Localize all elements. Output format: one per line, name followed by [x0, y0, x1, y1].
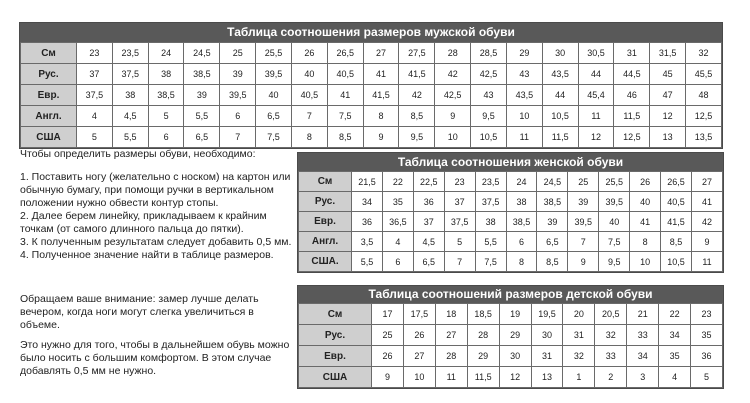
table-cell: 37,5 — [112, 64, 148, 85]
table-cell: 26,5 — [661, 172, 692, 192]
table-cell: 9 — [363, 127, 399, 148]
table-cell: 38 — [506, 192, 537, 212]
table-cell: 22 — [659, 304, 691, 325]
table-cell: 29 — [499, 325, 531, 346]
row-label: См — [299, 304, 372, 325]
table-cell: 13 — [531, 367, 563, 388]
table-cell: 7 — [444, 252, 475, 272]
table-cell: 7,5 — [599, 232, 630, 252]
table-cell: 39 — [537, 212, 568, 232]
table-cell: 6 — [220, 106, 256, 127]
table-cell: 45 — [650, 64, 686, 85]
table-cell: 24,5 — [537, 172, 568, 192]
table-cell: 4,5 — [413, 232, 444, 252]
table-cell: 25 — [372, 325, 404, 346]
table-cell: 39,5 — [256, 64, 292, 85]
table-cell: 17 — [372, 304, 404, 325]
table-cell: 40,5 — [327, 64, 363, 85]
table-cell: 23,5 — [112, 43, 148, 64]
row-label: Рус. — [21, 64, 77, 85]
table-cell: 5 — [444, 232, 475, 252]
table-cell: 10 — [403, 367, 435, 388]
table-cell: 38,5 — [148, 85, 184, 106]
table-cell: 19 — [499, 304, 531, 325]
table-row — [299, 252, 723, 272]
table-cell: 36 — [352, 212, 383, 232]
table-cell: 11,5 — [614, 106, 650, 127]
table-cell: 7 — [291, 106, 327, 127]
table-cell: 37,5 — [444, 212, 475, 232]
table-cell: 23,5 — [475, 172, 506, 192]
row-label: Англ. — [21, 106, 77, 127]
table-row — [299, 367, 723, 388]
table-cell: 2 — [595, 367, 627, 388]
table-cell: 23 — [691, 304, 723, 325]
measurement-note — [20, 293, 292, 332]
instruction-step: 1. Поставить ногу (желательно с носком) на картон или обычную бумагу, при помощи ручки в вертикальном положении нужно обвести контур стопы. — [20, 171, 291, 209]
table-cell: 27 — [435, 325, 467, 346]
table-cell: 9,5 — [399, 127, 435, 148]
table-cell: 26 — [403, 325, 435, 346]
table-cell: 26 — [372, 346, 404, 367]
table-cell: 39,5 — [568, 212, 599, 232]
table-cell: 34 — [659, 325, 691, 346]
table-cell: 26 — [291, 43, 327, 64]
comfort-tip — [20, 339, 292, 378]
table-cell: 22,5 — [413, 172, 444, 192]
table-cell: 5,5 — [475, 232, 506, 252]
table-cell: 10,5 — [661, 252, 692, 272]
table-cell: 1 — [563, 367, 595, 388]
table-cell: 31 — [563, 325, 595, 346]
table-cell: 18 — [435, 304, 467, 325]
table-cell: 5,5 — [352, 252, 383, 272]
table-cell: 4 — [382, 232, 413, 252]
table-cell: 25,5 — [256, 43, 292, 64]
table-cell: 40,5 — [291, 85, 327, 106]
table-row — [21, 43, 722, 64]
table-cell: 25,5 — [599, 172, 630, 192]
tip-text: Это нужно для того, чтобы в дальнейшем обувь можно было носить с большим комфортом. В этом случае добавлять 0,5 мм не нужно. — [20, 339, 290, 377]
table-cell: 36,5 — [382, 212, 413, 232]
table-cell: 8,5 — [537, 252, 568, 272]
table-cell: 39 — [568, 192, 599, 212]
table-cell: 6,5 — [256, 106, 292, 127]
table-row — [21, 85, 722, 106]
table-cell: 6,5 — [413, 252, 444, 272]
table-cell: 33 — [595, 346, 627, 367]
table-cell: 40 — [256, 85, 292, 106]
table-cell: 42 — [435, 64, 471, 85]
table-cell: 10,5 — [542, 106, 578, 127]
table-cell: 42,5 — [435, 85, 471, 106]
table-cell: 4 — [77, 106, 113, 127]
table-cell: 28 — [435, 43, 471, 64]
table-cell: 8 — [506, 252, 537, 272]
table-cell: 30 — [499, 346, 531, 367]
table-cell: 21 — [627, 304, 659, 325]
table-cell: 34 — [627, 346, 659, 367]
table-cell: 3 — [627, 367, 659, 388]
table-row — [299, 192, 723, 212]
table-cell: 7,5 — [327, 106, 363, 127]
table-cell: 43 — [506, 64, 542, 85]
men-table-body — [21, 43, 722, 148]
table-cell: 6,5 — [184, 127, 220, 148]
table-cell: 37,5 — [475, 192, 506, 212]
row-label: Рус. — [299, 192, 352, 212]
table-cell: 21,5 — [352, 172, 383, 192]
table-cell: 12 — [578, 127, 614, 148]
table-cell: 28 — [467, 325, 499, 346]
table-cell: 11 — [578, 106, 614, 127]
table-cell: 33 — [627, 325, 659, 346]
table-cell: 35 — [659, 346, 691, 367]
table-cell: 39 — [184, 85, 220, 106]
table-cell: 41,5 — [661, 212, 692, 232]
table-cell: 41,5 — [399, 64, 435, 85]
table-cell: 9,5 — [599, 252, 630, 272]
table-cell: 37,5 — [77, 85, 113, 106]
table-cell: 13,5 — [686, 127, 722, 148]
table-cell: 29 — [467, 346, 499, 367]
table-cell: 35 — [691, 325, 723, 346]
table-cell: 17,5 — [403, 304, 435, 325]
table-cell: 12,5 — [614, 127, 650, 148]
table-cell: 4,5 — [112, 106, 148, 127]
table-cell: 30 — [542, 43, 578, 64]
table-cell: 8 — [363, 106, 399, 127]
table-row — [299, 346, 723, 367]
table-cell: 38,5 — [506, 212, 537, 232]
table-cell: 41 — [691, 192, 722, 212]
table-cell: 9 — [372, 367, 404, 388]
table-cell: 44,5 — [614, 64, 650, 85]
table-cell: 5 — [77, 127, 113, 148]
table-cell: 47 — [650, 85, 686, 106]
table-cell: 30,5 — [578, 43, 614, 64]
table-cell: 10 — [435, 127, 471, 148]
instruction-step: 3. К полученным результатам следует добавить 0,5 мм. — [20, 236, 292, 248]
table-cell: 42 — [691, 212, 722, 232]
kids-table-title: Таблица соотношений размеров детской обуви — [298, 286, 723, 303]
table-cell: 37 — [77, 64, 113, 85]
table-row — [21, 127, 722, 148]
kids-size-table — [297, 285, 724, 389]
note-text: Обращаем ваше внимание: замер лучше делать вечером, когда ноги могут слегка увеличиться в объеме. — [20, 293, 259, 331]
table-cell: 42,5 — [471, 64, 507, 85]
table-cell: 39,5 — [599, 192, 630, 212]
table-cell: 5,5 — [184, 106, 220, 127]
table-cell: 9 — [568, 252, 599, 272]
instructions-steps — [20, 171, 292, 262]
instruction-step: 4. Полученное значение найти в таблице размеров. — [20, 249, 274, 261]
row-label: США. — [299, 252, 352, 272]
table-cell: 32 — [563, 346, 595, 367]
table-cell: 22 — [382, 172, 413, 192]
table-cell: 38,5 — [537, 192, 568, 212]
table-cell: 11 — [691, 252, 722, 272]
table-cell: 8,5 — [327, 127, 363, 148]
table-cell: 6 — [382, 252, 413, 272]
table-row — [299, 172, 723, 192]
row-label: Евр. — [299, 346, 372, 367]
table-row — [21, 106, 722, 127]
table-cell: 37 — [413, 212, 444, 232]
table-cell: 43,5 — [506, 85, 542, 106]
table-cell: 5 — [691, 367, 723, 388]
table-cell: 6,5 — [537, 232, 568, 252]
table-cell: 12 — [499, 367, 531, 388]
table-cell: 10 — [506, 106, 542, 127]
table-cell: 31 — [614, 43, 650, 64]
table-cell: 12 — [650, 106, 686, 127]
men-size-table — [19, 22, 723, 149]
table-cell: 38,5 — [184, 64, 220, 85]
table-cell: 8,5 — [399, 106, 435, 127]
table-cell: 41 — [630, 212, 661, 232]
table-cell: 40 — [630, 192, 661, 212]
table-cell: 40,5 — [661, 192, 692, 212]
table-cell: 7,5 — [475, 252, 506, 272]
table-cell: 7 — [220, 127, 256, 148]
table-cell: 27,5 — [399, 43, 435, 64]
table-cell: 48 — [686, 85, 722, 106]
table-cell: 41,5 — [363, 85, 399, 106]
table-cell: 39 — [220, 64, 256, 85]
table-cell: 41 — [363, 64, 399, 85]
table-cell: 38 — [112, 85, 148, 106]
table-cell: 23 — [444, 172, 475, 192]
table-cell: 37 — [444, 192, 475, 212]
table-cell: 4 — [659, 367, 691, 388]
table-cell: 28 — [435, 346, 467, 367]
table-cell: 25 — [568, 172, 599, 192]
table-cell: 44 — [578, 64, 614, 85]
table-cell: 7,5 — [256, 127, 292, 148]
table-cell: 20 — [563, 304, 595, 325]
instructions-intro: Чтобы определить размеры обуви, необходимо: — [20, 148, 256, 160]
table-cell: 3,5 — [352, 232, 383, 252]
instructions-block — [20, 148, 292, 262]
table-cell: 24 — [506, 172, 537, 192]
table-cell: 9 — [435, 106, 471, 127]
table-cell: 43 — [471, 85, 507, 106]
table-cell: 32 — [595, 325, 627, 346]
table-cell: 24,5 — [184, 43, 220, 64]
men-table-title: Таблица соотношения размеров мужской обуви — [20, 23, 722, 42]
table-cell: 6 — [148, 127, 184, 148]
table-cell: 7 — [568, 232, 599, 252]
table-cell: 30 — [531, 325, 563, 346]
row-label: Евр. — [21, 85, 77, 106]
table-cell: 45,5 — [686, 64, 722, 85]
table-row — [299, 304, 723, 325]
table-cell: 31,5 — [650, 43, 686, 64]
table-cell: 36 — [413, 192, 444, 212]
kids-table-body — [299, 304, 723, 388]
table-cell: 39,5 — [220, 85, 256, 106]
table-cell: 32 — [686, 43, 722, 64]
table-cell: 36 — [691, 346, 723, 367]
table-cell: 44 — [542, 85, 578, 106]
women-size-table — [297, 152, 724, 273]
table-cell: 9,5 — [471, 106, 507, 127]
table-cell: 5 — [148, 106, 184, 127]
row-label: США — [21, 127, 77, 148]
table-cell: 9 — [691, 232, 722, 252]
table-cell: 23 — [77, 43, 113, 64]
table-cell: 43,5 — [542, 64, 578, 85]
table-cell: 40 — [599, 212, 630, 232]
table-cell: 8,5 — [661, 232, 692, 252]
table-cell: 24 — [148, 43, 184, 64]
table-cell: 8 — [291, 127, 327, 148]
table-cell: 27 — [363, 43, 399, 64]
table-cell: 46 — [614, 85, 650, 106]
table-cell: 6 — [506, 232, 537, 252]
table-cell: 29 — [506, 43, 542, 64]
row-label: Евр. — [299, 212, 352, 232]
table-cell: 27 — [691, 172, 722, 192]
table-cell: 38 — [148, 64, 184, 85]
table-cell: 8 — [630, 232, 661, 252]
table-cell: 26 — [630, 172, 661, 192]
table-cell: 11 — [506, 127, 542, 148]
table-cell: 41 — [327, 85, 363, 106]
table-cell: 11,5 — [467, 367, 499, 388]
table-cell: 20,5 — [595, 304, 627, 325]
table-cell: 13 — [650, 127, 686, 148]
table-cell: 11,5 — [542, 127, 578, 148]
table-cell: 40 — [291, 64, 327, 85]
table-cell: 26,5 — [327, 43, 363, 64]
row-label: См — [21, 43, 77, 64]
table-row — [21, 64, 722, 85]
table-row — [299, 212, 723, 232]
table-cell: 10 — [630, 252, 661, 272]
row-label: См — [299, 172, 352, 192]
row-label: Англ. — [299, 232, 352, 252]
table-cell: 10,5 — [471, 127, 507, 148]
table-row — [299, 232, 723, 252]
table-cell: 11 — [435, 367, 467, 388]
table-cell: 34 — [352, 192, 383, 212]
women-table-body — [299, 172, 723, 272]
table-cell: 18,5 — [467, 304, 499, 325]
women-table-title: Таблица соотношения женской обуви — [298, 153, 723, 171]
table-cell: 31 — [531, 346, 563, 367]
table-cell: 42 — [399, 85, 435, 106]
table-cell: 45,4 — [578, 85, 614, 106]
table-cell: 25 — [220, 43, 256, 64]
row-label: Рус. — [299, 325, 372, 346]
table-cell: 5,5 — [112, 127, 148, 148]
table-cell: 27 — [403, 346, 435, 367]
table-cell: 19,5 — [531, 304, 563, 325]
instruction-step: 2. Далее берем линейку, прикладываем к крайним точкам (от самого длинного пальца до пятки). — [20, 210, 267, 235]
table-cell: 38 — [475, 212, 506, 232]
row-label: США — [299, 367, 372, 388]
table-cell: 28,5 — [471, 43, 507, 64]
table-row — [299, 325, 723, 346]
table-cell: 35 — [382, 192, 413, 212]
table-cell: 12,5 — [686, 106, 722, 127]
